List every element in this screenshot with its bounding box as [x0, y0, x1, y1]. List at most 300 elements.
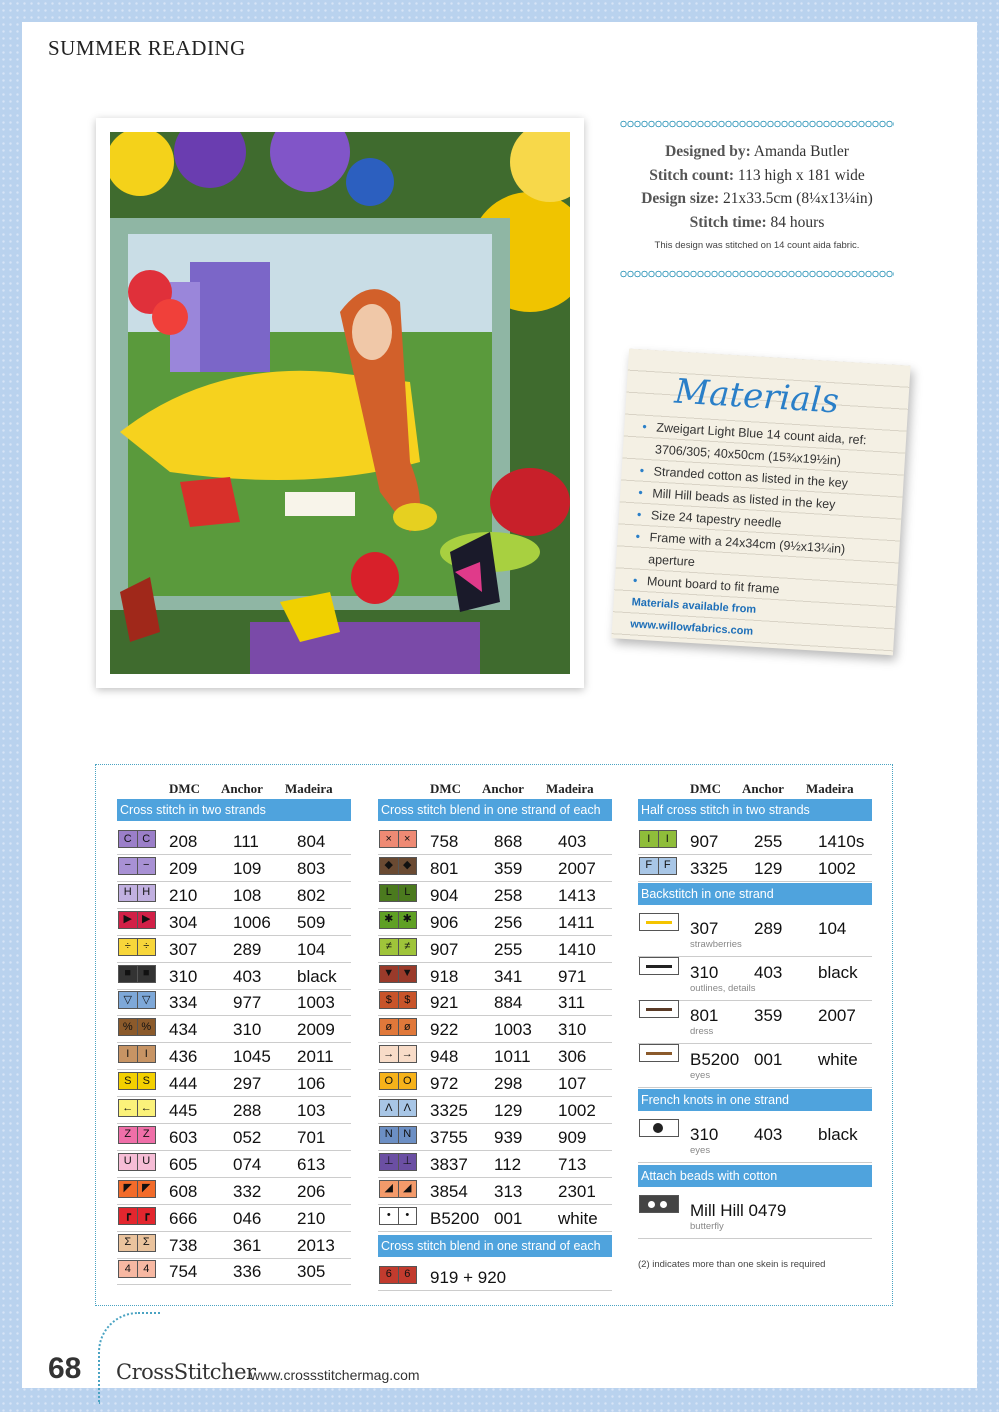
- column-header-dmc: DMC: [169, 781, 201, 796]
- key-row: [117, 908, 351, 936]
- key-section-header: Cross stitch blend in one strand of each: [378, 799, 612, 821]
- key-row: [378, 1204, 612, 1232]
- symbol-glyph: O: [402, 1074, 412, 1087]
- thread-madeira: 1002: [818, 858, 856, 878]
- key-row: [117, 827, 351, 855]
- backstitch-note: dress: [690, 1026, 714, 1037]
- symbol-glyph: I: [640, 831, 659, 847]
- bead-label: Mill Hill 0479: [690, 1201, 787, 1220]
- symbol-glyph: •: [380, 1208, 399, 1224]
- backstitch-line-swatch: [639, 913, 679, 931]
- thread-dmc: 605: [169, 1154, 198, 1174]
- stitch-symbol: [118, 1018, 156, 1036]
- symbol-glyph: L: [404, 886, 411, 899]
- symbol-glyph: C: [119, 831, 138, 847]
- thread-madeira: 106: [297, 1074, 326, 1094]
- stitch-symbol: [118, 1099, 156, 1117]
- thread-dmc: 310: [169, 966, 198, 986]
- thread-dmc: 918: [430, 966, 459, 986]
- key-row: [378, 1042, 612, 1070]
- key-section-header: Attach beads with cotton: [638, 1165, 872, 1187]
- footer-dotted-curve: [98, 1312, 160, 1404]
- key-row: [378, 1150, 612, 1178]
- symbol-glyph: C: [142, 832, 151, 845]
- thread-anchor: 1011: [494, 1047, 531, 1067]
- stitch-symbol: [118, 830, 156, 848]
- thread-dmc: 307: [169, 939, 198, 959]
- thread-madeira: 1410: [558, 939, 596, 959]
- thread-dmc: 907: [690, 832, 719, 851]
- symbol-glyph: I: [119, 1046, 138, 1062]
- symbol-glyph: $: [404, 993, 411, 1006]
- thread-anchor: 129: [494, 1101, 523, 1120]
- key-row: [378, 881, 612, 909]
- thread-anchor: 255: [494, 939, 523, 959]
- symbol-glyph: ⊥: [402, 1155, 413, 1168]
- thread-dmc: 906: [430, 912, 459, 932]
- thread-anchor: 108: [233, 885, 262, 905]
- thread-madeira: 1002: [558, 1101, 596, 1120]
- stitch-symbol: [118, 1180, 156, 1198]
- symbol-glyph: I: [144, 1047, 148, 1060]
- thread-dmc: B5200: [690, 1049, 740, 1069]
- key-row: [378, 1069, 612, 1097]
- key-row: [117, 962, 351, 990]
- symbol-glyph: ÷: [143, 940, 150, 953]
- materials-item: • Frame with a 24x34cm (9½x13¼in) aperture: [634, 525, 884, 584]
- stitch-symbol: [118, 938, 156, 956]
- thread-madeira: 210: [297, 1208, 326, 1228]
- symbol-glyph: 6: [380, 1267, 399, 1283]
- materials-note: [611, 349, 910, 656]
- french-knot-row: [638, 1119, 872, 1163]
- symbol-glyph: ×: [404, 832, 411, 845]
- key-row: [638, 827, 872, 855]
- symbol-glyph: ◢: [380, 1181, 399, 1197]
- thread-madeira: white: [558, 1208, 598, 1228]
- symbol-glyph: $: [380, 992, 399, 1008]
- thread-dmc: 801: [690, 1006, 719, 1025]
- stitch-count-label: Stitch count:: [649, 166, 735, 184]
- symbol-glyph: I: [665, 832, 669, 845]
- thread-dmc: 666: [169, 1208, 198, 1228]
- key-row: [378, 988, 612, 1016]
- materials-item: • Size 24 tapestry needle: [636, 503, 885, 540]
- stitch-symbol: [118, 1234, 156, 1252]
- thread-anchor: 359: [494, 858, 523, 878]
- thread-anchor: 977: [233, 993, 262, 1013]
- symbol-glyph: ┏: [142, 1209, 150, 1222]
- thread-dmc: 608: [169, 1181, 198, 1201]
- thread-madeira: 1003: [297, 993, 335, 1013]
- symbol-glyph: F: [663, 859, 671, 872]
- thread-dmc: 3837: [430, 1154, 468, 1174]
- column-header-dmc: DMC: [430, 781, 462, 796]
- thread-anchor: 289: [754, 919, 783, 938]
- thread-dmc: B5200: [430, 1208, 480, 1228]
- french-knot-note: eyes: [690, 1145, 711, 1156]
- stitch-symbol: [379, 1099, 417, 1117]
- thread-anchor: 403: [754, 1125, 783, 1144]
- symbol-glyph: ▶: [142, 913, 151, 926]
- symbol-glyph: →: [401, 1047, 413, 1060]
- symbol-glyph: ▽: [142, 993, 151, 1006]
- backstitch-line-swatch: [639, 1044, 679, 1062]
- key-row: [117, 1069, 351, 1097]
- stitch-time-label: Stitch time:: [689, 213, 767, 231]
- key-row: [117, 854, 351, 882]
- symbol-glyph: ◆: [380, 858, 399, 874]
- thread-dmc: 210: [169, 885, 198, 905]
- symbol-glyph: ▽: [119, 992, 138, 1008]
- thread-dmc: 904: [430, 885, 459, 905]
- thread-dmc: 922: [430, 1020, 459, 1040]
- column-header-dmc: DMC: [690, 781, 722, 796]
- thread-anchor: 074: [233, 1154, 262, 1174]
- stitch-symbol: [118, 1153, 156, 1171]
- backstitch-row: [638, 1044, 872, 1088]
- symbol-glyph: N: [380, 1127, 399, 1143]
- stitch-symbol: [118, 991, 156, 1009]
- thread-anchor: 109: [233, 858, 262, 878]
- magazine-logo: CrossStitcher: [116, 1360, 256, 1384]
- thread-madeira: 305: [297, 1262, 326, 1282]
- key-section-header: French knots in one strand: [638, 1089, 872, 1111]
- stitch-symbol: [118, 1126, 156, 1144]
- thread-dmc: 758: [430, 832, 459, 851]
- symbol-glyph: O: [380, 1073, 399, 1089]
- symbol-glyph: ≠: [404, 940, 411, 953]
- thread-dmc: 972: [430, 1074, 459, 1094]
- thread-madeira: 2007: [818, 1006, 856, 1025]
- key-section-header: Half cross stitch in two strands: [638, 799, 872, 821]
- thread-madeira: 2011: [297, 1047, 334, 1067]
- symbol-glyph: S: [142, 1074, 150, 1087]
- backstitch-line-swatch: [639, 957, 679, 975]
- column-header-anchor: Anchor: [221, 781, 263, 796]
- thread-madeira: 2013: [297, 1235, 335, 1255]
- column-header-madeira: Madeira: [546, 781, 594, 796]
- bead-swatch: [639, 1195, 679, 1213]
- thread-madeira: 804: [297, 832, 326, 851]
- stitch-symbol: [118, 1072, 156, 1090]
- stitch-count-value: 113 high x 181 wide: [737, 166, 865, 184]
- thread-dmc: 209: [169, 858, 198, 878]
- key-row: [378, 1015, 612, 1043]
- stitch-symbol: [118, 965, 156, 983]
- thread-madeira: 909: [558, 1127, 587, 1147]
- thread-dmc: 603: [169, 1127, 198, 1147]
- stitch-symbol: [118, 911, 156, 929]
- thread-madeira: 1410s: [818, 832, 865, 851]
- stitch-symbol: [379, 1266, 417, 1284]
- key-row: [378, 1123, 612, 1151]
- stitch-symbol: [639, 857, 677, 875]
- stitch-symbol: [118, 1045, 156, 1063]
- thread-anchor: 310: [233, 1020, 262, 1040]
- thread-madeira: 1411: [558, 912, 595, 932]
- materials-source: Materials available from www.willowfabrics.com: [629, 596, 757, 638]
- stitch-symbol: [379, 1126, 417, 1144]
- symbol-glyph: Λ: [403, 1101, 411, 1114]
- symbol-glyph: N: [403, 1128, 412, 1141]
- thread-anchor: 129: [754, 858, 783, 878]
- column-header-anchor: Anchor: [482, 781, 524, 796]
- key-row-blend: [378, 1263, 612, 1291]
- thread-madeira: 509: [297, 912, 326, 932]
- symbol-glyph: 6: [404, 1268, 411, 1280]
- framed-photo: [96, 118, 584, 688]
- symbol-glyph: ◢: [403, 1182, 412, 1195]
- symbol-glyph: Z: [119, 1127, 138, 1143]
- symbol-glyph: ▼: [380, 966, 399, 982]
- thread-anchor: 046: [233, 1208, 262, 1228]
- symbol-glyph: ←: [140, 1101, 152, 1114]
- thread-madeira: 107: [558, 1074, 587, 1094]
- thread-madeira: 613: [297, 1154, 326, 1174]
- thread-madeira: 206: [297, 1181, 326, 1201]
- materials-item: • Zweigart Light Blue 14 count aida, ref: 3706/305; 40x50cm (15¾x19½in): [640, 416, 890, 475]
- thread-dmc: 444: [169, 1074, 198, 1094]
- materials-item: • Mount board to fit frame: [632, 569, 881, 606]
- thread-dmc: 754: [169, 1262, 198, 1282]
- thread-anchor: 255: [754, 832, 783, 851]
- symbol-glyph: ◤: [119, 1181, 138, 1197]
- key-row: [638, 854, 872, 882]
- thread-dmc: 304: [169, 912, 198, 932]
- key-row: [378, 935, 612, 963]
- thread-anchor: 1006: [233, 912, 271, 932]
- stitch-symbol: [379, 1153, 417, 1171]
- stitch-time-value: 84 hours: [770, 213, 825, 231]
- symbol-glyph: ø: [403, 1020, 411, 1033]
- designed-by-value: Amanda Butler: [753, 143, 849, 160]
- key-row: [117, 1204, 351, 1232]
- key-row: [378, 854, 612, 882]
- symbol-glyph: Σ: [142, 1236, 150, 1248]
- symbol-glyph: ✱: [402, 913, 412, 926]
- stitch-symbol: [118, 1207, 156, 1225]
- magazine-url[interactable]: www.crossstitchermag.com: [250, 1367, 420, 1383]
- stitch-symbol: [379, 830, 417, 848]
- stitch-symbol: [639, 830, 677, 848]
- stitch-symbol: [379, 1018, 417, 1036]
- thread-anchor: 868: [494, 832, 523, 851]
- stitch-symbol: [379, 911, 417, 929]
- symbol-glyph: L: [380, 885, 399, 901]
- stitch-symbol: [379, 1180, 417, 1198]
- symbol-glyph: ≠: [380, 939, 399, 955]
- design-size-value: 21x33.5cm (8¼x13¼in): [722, 190, 873, 207]
- key-section-header: Cross stitch in two strands: [117, 799, 351, 821]
- thread-anchor: 001: [754, 1049, 783, 1069]
- designed-by-label: Designed by:: [665, 143, 751, 160]
- key-row: [117, 1257, 351, 1285]
- bead-note: butterfly: [690, 1221, 724, 1232]
- thread-madeira: 802: [297, 885, 326, 905]
- stitch-symbol: [379, 938, 417, 956]
- thread-madeira: 701: [297, 1127, 326, 1147]
- symbol-glyph: −: [119, 858, 138, 874]
- thread-anchor: 288: [233, 1101, 262, 1120]
- thread-dmc: 3854: [430, 1181, 468, 1201]
- symbol-glyph: ø: [380, 1019, 399, 1035]
- thread-dmc: 307: [690, 919, 719, 938]
- french-knot-swatch: [639, 1119, 679, 1137]
- symbol-glyph: 4: [119, 1261, 138, 1277]
- thread-anchor: 1045: [233, 1047, 271, 1067]
- thread-madeira: 971: [558, 966, 587, 986]
- key-row: [378, 962, 612, 990]
- bead-row: [638, 1195, 872, 1239]
- symbol-glyph: ■: [142, 967, 150, 979]
- thread-dmc: 436: [169, 1047, 198, 1067]
- symbol-glyph: %: [141, 1020, 152, 1033]
- thread-madeira: 103: [297, 1101, 326, 1120]
- wavy-divider-top: [620, 120, 894, 128]
- stitch-symbol: [118, 857, 156, 875]
- backstitch-note: strawberries: [690, 939, 742, 950]
- symbol-glyph: Z: [142, 1128, 150, 1141]
- symbol-glyph: →: [380, 1046, 399, 1062]
- symbol-glyph: 4: [143, 1262, 150, 1275]
- materials-item: • Mill Hill beads as listed in the key: [638, 482, 887, 519]
- thread-dmc: 334: [169, 993, 198, 1013]
- thread-dmc: 3325: [690, 858, 728, 878]
- symbol-glyph: ×: [380, 831, 399, 847]
- thread-madeira: 2009: [297, 1020, 335, 1040]
- thread-dmc: 310: [690, 962, 719, 982]
- design-size-label: Design size:: [641, 190, 720, 207]
- column-header-madeira: Madeira: [285, 781, 333, 796]
- key-row: [378, 1096, 612, 1124]
- symbol-glyph: ┏: [119, 1208, 138, 1224]
- cross-stitch-illustration: [110, 132, 570, 674]
- symbol-glyph: Λ: [380, 1100, 399, 1116]
- symbol-glyph: F: [640, 858, 659, 874]
- symbol-glyph: ▼: [401, 967, 413, 979]
- skein-footnote: (2) indicates more than one skein is required: [638, 1259, 826, 1270]
- project-photo: [110, 132, 570, 674]
- key-section-header: Backstitch in one strand: [638, 883, 872, 905]
- key-row: [117, 1123, 351, 1151]
- symbol-glyph: •: [405, 1209, 410, 1222]
- thread-anchor: 112: [494, 1154, 522, 1174]
- symbol-glyph: %: [119, 1019, 138, 1035]
- design-info: [620, 140, 894, 251]
- thread-madeira: 310: [558, 1020, 587, 1040]
- symbol-glyph: ◤: [142, 1182, 151, 1195]
- key-row: [117, 1096, 351, 1124]
- thread-madeira: black: [818, 962, 858, 982]
- thread-dmc: 434: [169, 1020, 198, 1040]
- stitch-symbol: [118, 1260, 156, 1278]
- thread-dmc: 208: [169, 832, 198, 851]
- thread-anchor: 111: [233, 832, 259, 851]
- wavy-divider-bottom: [620, 270, 894, 278]
- thread-anchor: 939: [494, 1127, 523, 1147]
- key-row: [117, 1015, 351, 1043]
- symbol-glyph: ⊥: [380, 1154, 399, 1170]
- thread-anchor: 313: [494, 1181, 523, 1201]
- thread-anchor: 052: [233, 1127, 262, 1147]
- thread-anchor: 359: [754, 1006, 783, 1025]
- stitch-symbol: [379, 1045, 417, 1063]
- backstitch-row: [638, 1000, 872, 1044]
- symbol-glyph: ÷: [119, 939, 138, 955]
- thread-dmc: 310: [690, 1125, 719, 1144]
- backstitch-note: eyes: [690, 1069, 711, 1081]
- magazine-page: [22, 22, 977, 1388]
- key-row: [117, 1231, 351, 1259]
- symbol-glyph: Σ: [119, 1235, 138, 1251]
- thread-dmc: 907: [430, 939, 459, 959]
- stitch-symbol: [379, 884, 417, 902]
- key-section-header: Cross stitch blend in one strand of each: [378, 1235, 612, 1257]
- thread-anchor: 332: [233, 1181, 262, 1201]
- thread-dmc: 801: [430, 858, 459, 878]
- thread-madeira: 803: [297, 858, 326, 878]
- symbol-glyph: U: [142, 1155, 151, 1168]
- materials-list: [632, 416, 890, 607]
- key-row: [378, 908, 612, 936]
- thread-anchor: 256: [494, 912, 523, 932]
- stitch-symbol: [379, 1072, 417, 1090]
- key-row: [117, 1177, 351, 1205]
- key-row: [117, 881, 351, 909]
- stitch-symbol: [379, 857, 417, 875]
- blend-label: 919 + 920: [430, 1267, 507, 1287]
- stitch-symbol: [379, 1207, 417, 1225]
- thread-anchor: 298: [494, 1074, 523, 1094]
- symbol-glyph: ✱: [380, 912, 399, 928]
- backstitch-note: outlines, details: [690, 982, 756, 994]
- thread-key: [95, 764, 893, 1306]
- thread-dmc: 738: [169, 1235, 198, 1255]
- thread-dmc: 445: [169, 1101, 198, 1120]
- thread-dmc: 3755: [430, 1127, 468, 1147]
- thread-madeira: 104: [297, 939, 326, 959]
- key-row: [378, 827, 612, 855]
- backstitch-line-swatch: [639, 1000, 679, 1018]
- key-row: [117, 1042, 351, 1070]
- symbol-glyph: H: [142, 886, 151, 899]
- backstitch-row: [638, 957, 872, 1001]
- thread-anchor: 1003: [494, 1020, 532, 1040]
- key-row: [378, 1177, 612, 1205]
- materials-item: • Stranded cotton as listed in the key: [639, 460, 888, 497]
- page-number: 68: [48, 1352, 82, 1385]
- thread-madeira: 2007: [558, 858, 596, 878]
- thread-dmc: 948: [430, 1047, 459, 1067]
- thread-dmc: 3325: [430, 1101, 468, 1120]
- thread-madeira: 713: [558, 1154, 587, 1174]
- column-header-madeira: Madeira: [806, 781, 854, 796]
- thread-anchor: 258: [494, 885, 523, 905]
- section-title: SUMMER READING: [48, 36, 246, 60]
- symbol-glyph: U: [119, 1154, 138, 1170]
- thread-madeira: 403: [558, 832, 587, 851]
- thread-anchor: 001: [494, 1208, 523, 1228]
- key-row: [117, 935, 351, 963]
- fabric-note: This design was stitched on 14 count aida fabric.: [654, 240, 860, 251]
- thread-madeira: 1413: [558, 885, 596, 905]
- thread-anchor: 289: [233, 939, 262, 959]
- key-row: [117, 1150, 351, 1178]
- column-header-anchor: Anchor: [742, 781, 784, 796]
- thread-anchor: 403: [754, 962, 783, 982]
- thread-madeira: black: [297, 966, 337, 986]
